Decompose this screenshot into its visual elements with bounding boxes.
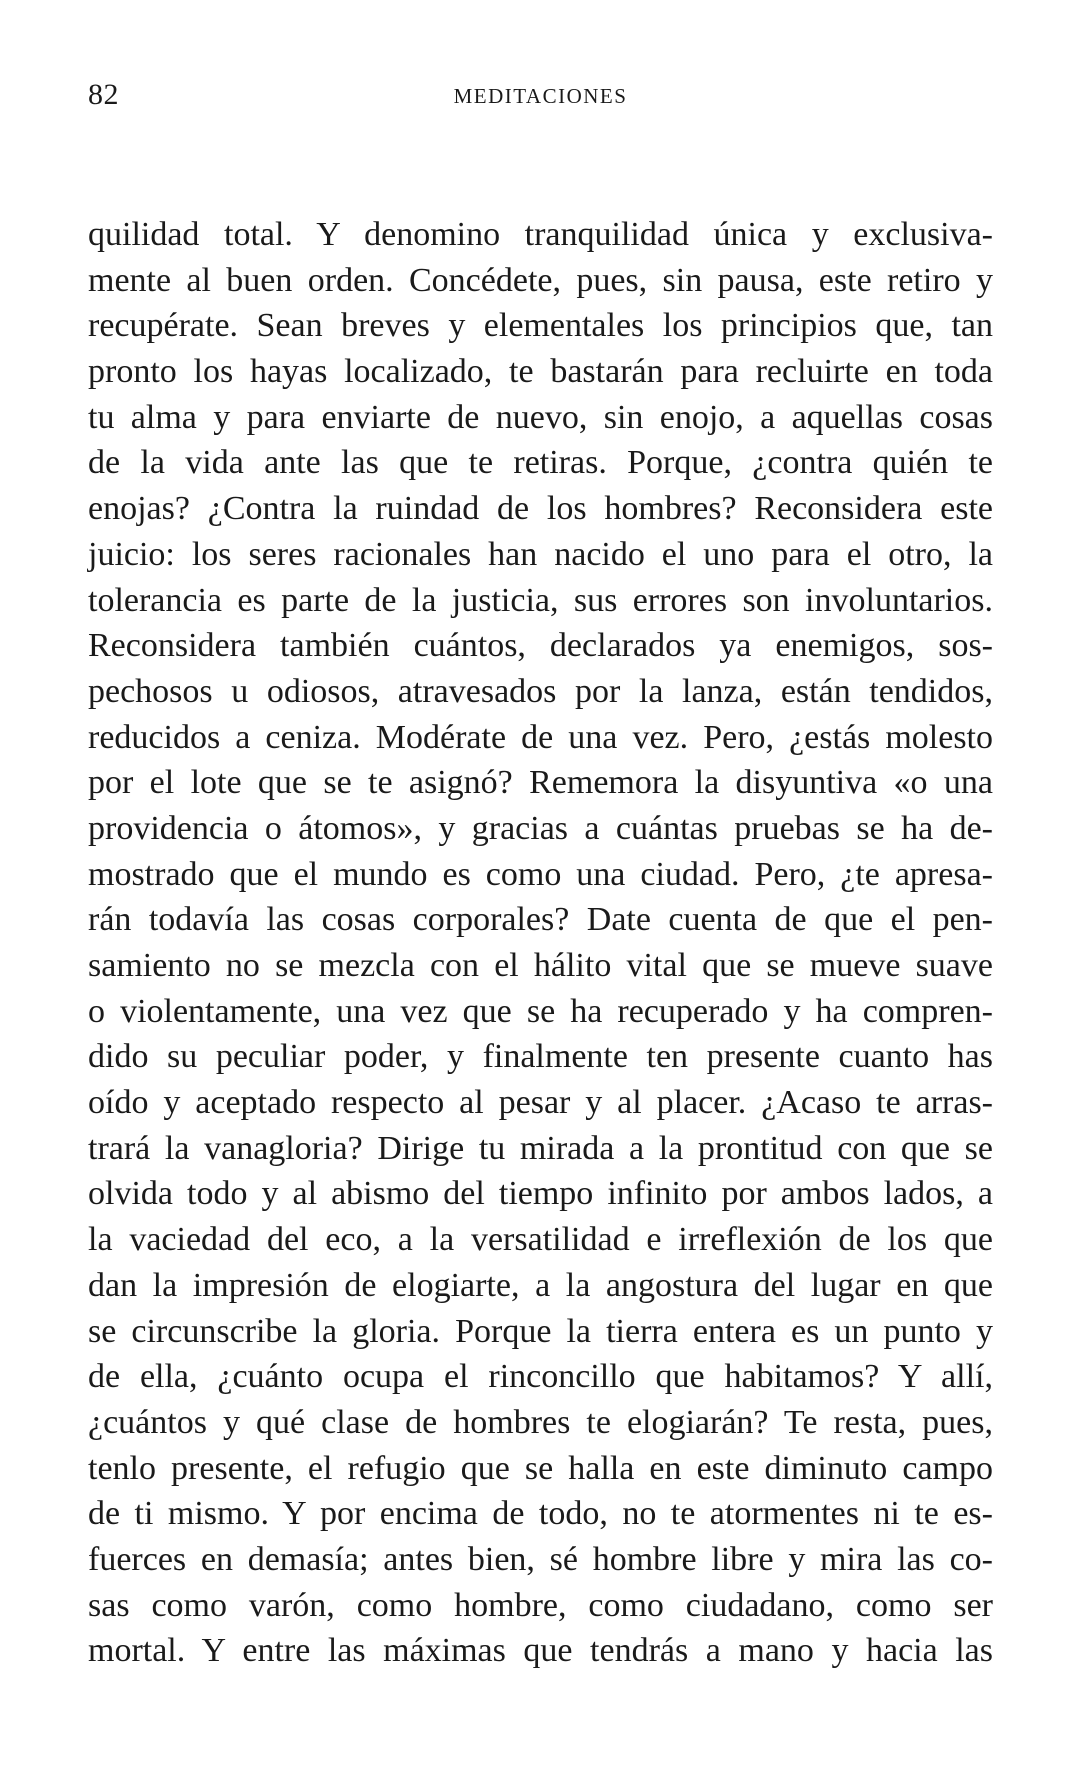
book-title: MEDITACIONES [453, 84, 628, 108]
text-line: la vaciedad del eco, a la versatilidad e irreflexión de los que [88, 1221, 993, 1259]
text-line: samiento no se mezcla con el hálito vital que se mueve suave [88, 947, 993, 984]
text-line: enojas? ¿Contra la ruindad de los hombres? Reconsidera este [88, 490, 993, 528]
text-line: trará la vanagloria? Dirige tu mirada a la prontitud con que se [88, 1129, 993, 1167]
text-line: mortal. Y entre las máximas que tendrás a mano y hacia las [88, 1632, 993, 1670]
text-line: olvida todo y al abismo del tiempo infinito por ambos lados, a [88, 1175, 993, 1213]
text-line: mente al buen orden. Concédete, pues, sin pausa, este retiro y [88, 261, 993, 299]
text-line: dido su peculiar poder, y finalmente ten presente cuanto has [88, 1038, 993, 1076]
text-line: quilidad total. Y denomino tranquilidad única y exclusiva- [88, 216, 993, 253]
text-line: de ella, ¿cuánto ocupa el rinconcillo que habitamos? Y allí, [88, 1358, 993, 1396]
text-line: dan la impresión de elogiarte, a la angostura del lugar en que [88, 1266, 993, 1304]
body-text [88, 212, 993, 1674]
text-line: por el lote que se te asignó? Rememora la disyuntiva «o una [88, 764, 993, 802]
text-line: pronto los hayas localizado, te bastarán para recluirte en toda [88, 353, 993, 391]
text-line: tolerancia es parte de la justicia, sus errores son involuntarios. [88, 581, 993, 619]
text-line: ¿cuántos y qué clase de hombres te elogiarán? Te resta, pues, [88, 1403, 993, 1441]
text-line: Reconsidera también cuántos, declarados ya enemigos, sos- [88, 627, 993, 665]
text-line: providencia o átomos», y gracias a cuántas pruebas se ha de- [88, 809, 993, 847]
text-line: tu alma y para enviarte de nuevo, sin enojo, a aquellas cosas [88, 398, 993, 436]
text-line: recupérate. Sean breves y elementales los principios que, tan [88, 307, 993, 345]
text-line: se circunscribe la gloria. Porque la tierra entera es un punto y [88, 1312, 993, 1350]
text-line: tenlo presente, el refugio que se halla en este diminuto campo [88, 1449, 993, 1487]
text-line: fuerces en demasía; antes bien, sé hombre libre y mira las co- [88, 1540, 993, 1578]
text-line: pechosos u odiosos, atravesados por la lanza, están tendidos, [88, 672, 993, 710]
text-line: reducidos a ceniza. Modérate de una vez. Pero, ¿estás molesto [88, 718, 993, 756]
text-line: mostrado que el mundo es como una ciudad. Pero, ¿te apresa- [88, 855, 993, 893]
text-line: sas como varón, como hombre, como ciudadano, como ser [88, 1586, 993, 1624]
text-line: oído y aceptado respecto al pesar y al placer. ¿Acaso te arras- [88, 1084, 993, 1122]
text-line: o violentamente, una vez que se ha recuperado y ha compren- [88, 992, 993, 1030]
running-head [88, 78, 993, 118]
text-line: rán todavía las cosas corporales? Date cuenta de que el pen- [88, 901, 993, 939]
text-line: de la vida ante las que te retiras. Porque, ¿contra quién te [88, 444, 993, 482]
text-line: de ti mismo. Y por encima de todo, no te atormentes ni te es- [88, 1495, 993, 1533]
text-line: juicio: los seres racionales han nacido el uno para el otro, la [88, 535, 993, 573]
page-number: 82 [88, 78, 119, 111]
